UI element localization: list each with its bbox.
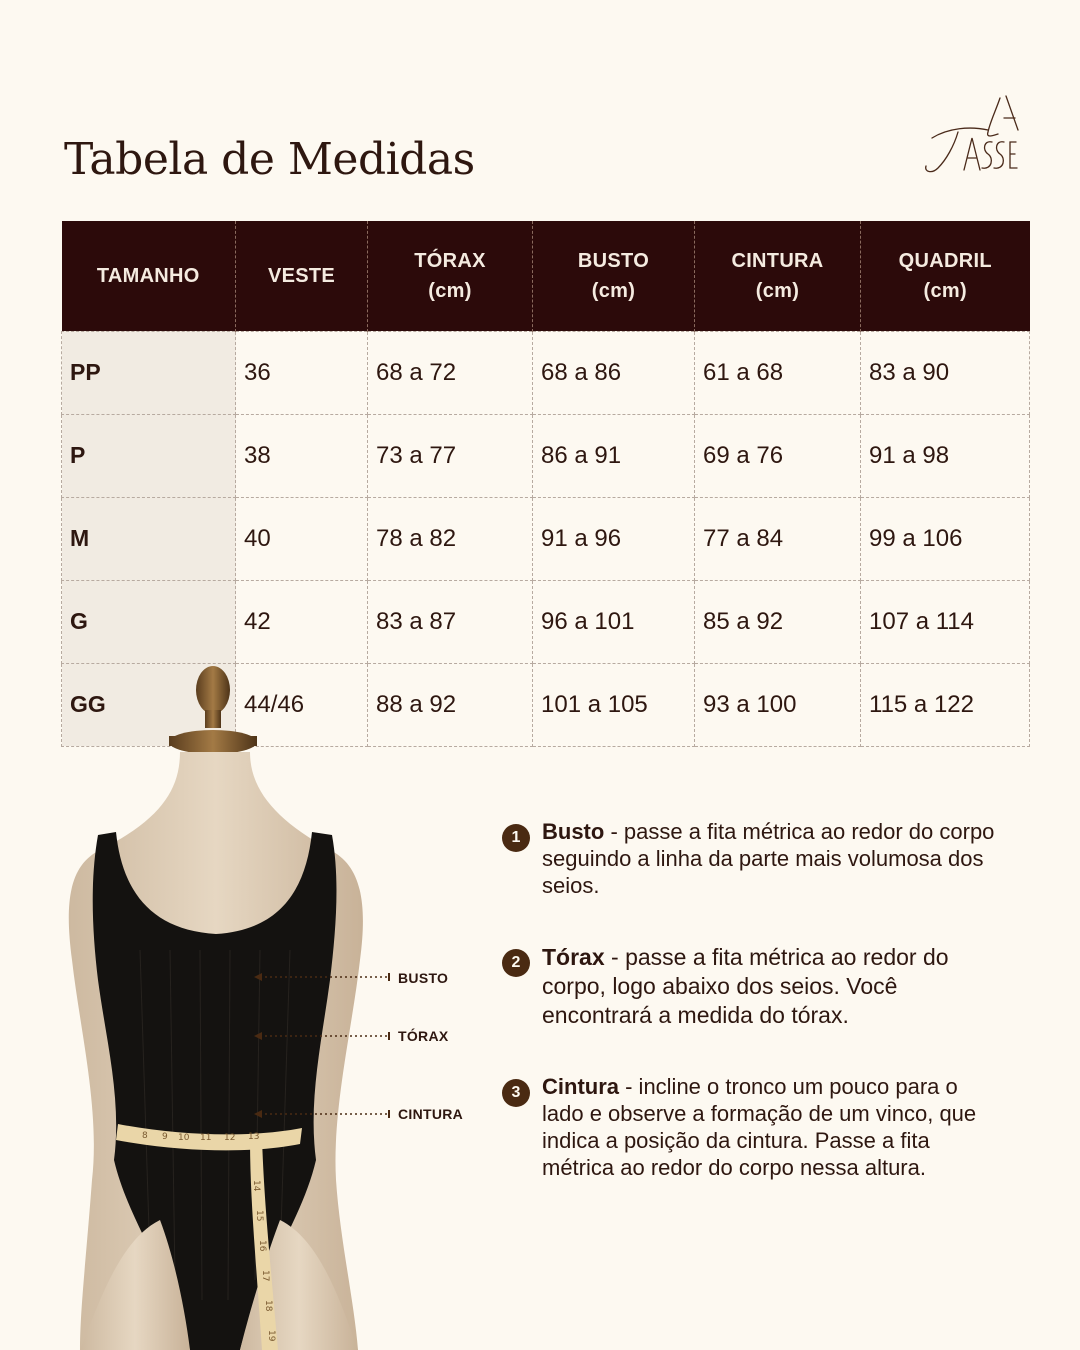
- table-row: [62, 331, 1030, 414]
- table-cell: 44/46: [236, 663, 368, 746]
- table-cell: 38: [236, 414, 368, 497]
- instruction-text: Busto - passe a fita métrica ao redor do corpo seguindo a linha da parte mais volumosa dos seios.: [542, 819, 995, 898]
- table-cell: 40: [236, 497, 368, 580]
- table-cell: 73 a 77: [368, 414, 533, 497]
- header-torax: TÓRAX (cm): [368, 221, 533, 331]
- table-cell: 69 a 76: [695, 414, 861, 497]
- size-cell: GG: [62, 663, 236, 746]
- table-cell: 99 a 106: [861, 497, 1030, 580]
- mannequin-illustration: [40, 660, 480, 1350]
- table-cell: 68 a 72: [368, 331, 533, 414]
- step-number-badge: 3: [502, 1079, 530, 1107]
- page-title: Tabela de Medidas: [64, 134, 475, 185]
- table-cell: 78 a 82: [368, 497, 533, 580]
- tape-number: 8: [142, 1131, 148, 1141]
- header-cintura: CINTURA (cm): [695, 221, 861, 331]
- table-cell: 115 a 122: [861, 663, 1030, 746]
- table-cell: 91 a 96: [533, 497, 695, 580]
- table-header-row: [62, 221, 1030, 331]
- chest-label: TÓRAX: [398, 1028, 449, 1044]
- instruction-waist: [502, 1073, 1002, 1181]
- tape-number: 11: [200, 1133, 212, 1143]
- tape-number: 19: [266, 1330, 276, 1342]
- table-row: [62, 414, 1030, 497]
- table-cell: 88 a 92: [368, 663, 533, 746]
- table-row: [62, 580, 1030, 663]
- table-cell: 42: [236, 580, 368, 663]
- step-number-badge: 1: [502, 824, 530, 852]
- header-tamanho: TAMANHO: [62, 221, 236, 331]
- instruction-text: Tórax - passe a fita métrica ao redor do corpo, logo abaixo dos seios. Você encontrará a medida do tórax.: [542, 944, 949, 1028]
- tape-number: 9: [162, 1132, 168, 1142]
- table-row: [62, 497, 1030, 580]
- tape-number: 14: [251, 1180, 261, 1192]
- instruction-text: Cintura - incline o tronco um pouco para o lado e observe a formação de um vinco, que indica a posição da cintura. Passe a fita métrica ao redor do corpo nessa altura.: [542, 1074, 977, 1180]
- size-cell: G: [62, 580, 236, 663]
- table-cell: 83 a 90: [861, 331, 1030, 414]
- size-cell: P: [62, 414, 236, 497]
- instruction-chest: [502, 943, 1002, 1030]
- table-cell: 96 a 101: [533, 580, 695, 663]
- table-cell: 93 a 100: [695, 663, 861, 746]
- tape-number: 17: [260, 1270, 270, 1282]
- table-cell: 61 a 68: [695, 331, 861, 414]
- tape-number: 18: [263, 1300, 273, 1312]
- tape-number: 10: [178, 1133, 190, 1143]
- table-cell: 91 a 98: [861, 414, 1030, 497]
- header-quadril: QUADRIL (cm): [861, 221, 1030, 331]
- tape-number: 16: [257, 1240, 267, 1252]
- step-number-badge: 2: [502, 949, 530, 977]
- instruction-bust: [502, 818, 1002, 899]
- header-busto: BUSTO (cm): [533, 221, 695, 331]
- table-cell: 101 a 105: [533, 663, 695, 746]
- tape-number: 15: [254, 1210, 264, 1222]
- table-cell: 68 a 86: [533, 331, 695, 414]
- table-cell: 85 a 92: [695, 580, 861, 663]
- tape-number: 12: [224, 1133, 236, 1143]
- header-veste: VESTE: [236, 221, 368, 331]
- waist-label: CINTURA: [398, 1106, 464, 1122]
- table-cell: 77 a 84: [695, 497, 861, 580]
- table-cell: 107 a 114: [861, 580, 1030, 663]
- tape-number: 13: [248, 1132, 260, 1142]
- size-cell: M: [62, 497, 236, 580]
- size-cell: PP: [62, 331, 236, 414]
- table-cell: 83 a 87: [368, 580, 533, 663]
- brand-logo: [918, 90, 1028, 185]
- table-cell: 86 a 91: [533, 414, 695, 497]
- table-cell: 36: [236, 331, 368, 414]
- bust-label: BUSTO: [398, 970, 449, 986]
